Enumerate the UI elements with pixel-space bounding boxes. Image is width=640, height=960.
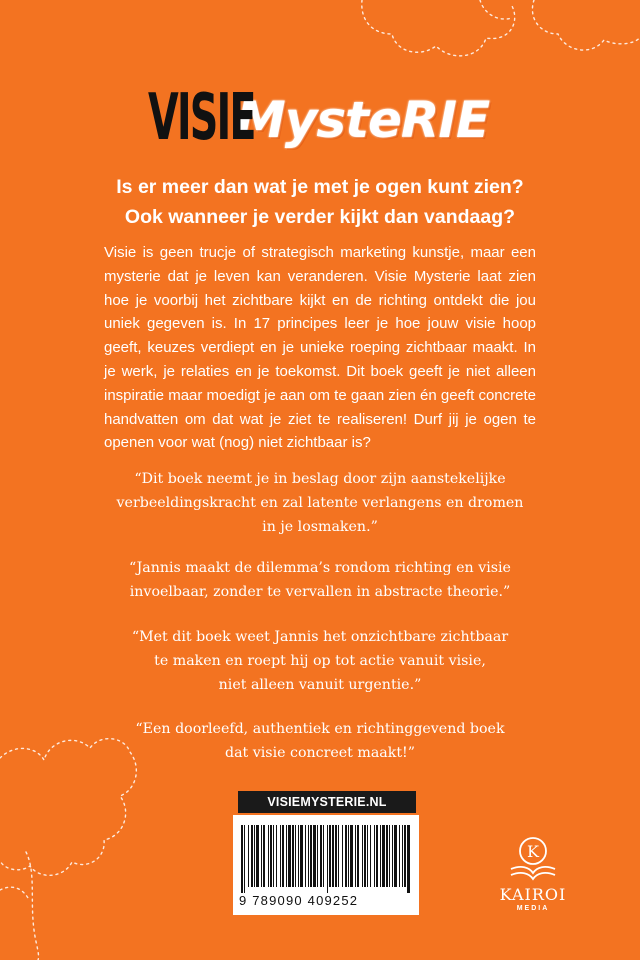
barcode-bar <box>350 825 353 887</box>
barcode-bar <box>268 825 269 887</box>
barcode-bar <box>298 825 299 887</box>
barcode-bar <box>332 825 334 887</box>
barcode-bar <box>348 825 349 887</box>
barcode-bar <box>310 825 312 887</box>
barcode-bar <box>362 825 363 887</box>
barcode-bar <box>261 825 262 887</box>
quote-line: dat visie concreet maakt!” <box>224 745 415 761</box>
headline <box>0 172 640 232</box>
quote-line: “Een doorleefd, authentiek en richtinggevend boek <box>135 721 505 737</box>
barcode-bar <box>244 825 245 893</box>
barcode-bar <box>313 825 316 887</box>
emblem-letter: K <box>527 842 539 861</box>
quote-2 <box>0 556 640 604</box>
blurb-text: Visie is geen trucje of strategisch marketing kunstje, maar een mysterie dat je leven kan veranderen. Visie Mysterie laat zien hoe je voorbij het zichtbare kijkt en de richting ontdekt die jou uniek gegeven is. In 17 principes leer je hoe jouw visie hoop geeft, keuzes verdiept en je unieke roeping zichtbaar maakt. In je werk, je relaties en je toekomst. Dit boek geeft je niet alleen inspiratie maar moedigt je aan om te gaan zien én geeft concrete handvatten om dat wat je ziet te realiseren! Durf jij je ogen te openen voor wat (nog) niet zichtbaar is? <box>104 244 536 452</box>
barcode-bar <box>288 825 291 887</box>
barcode-bar <box>263 825 265 887</box>
barcode-bar <box>338 825 339 887</box>
logo-word-visie: VISIE <box>148 81 255 155</box>
barcode-bar <box>386 825 388 887</box>
publisher-logo <box>498 833 568 912</box>
barcode-bar <box>367 825 368 887</box>
quote-line: “Met dit boek weet Jannis het onzichtbare zichtbaar <box>131 629 509 645</box>
quote-line: invoelbaar, zonder te vervallen in abstracte theorie.” <box>129 584 511 600</box>
barcode-bar <box>270 825 272 887</box>
quote-line: verbeeldingskracht en zal latente verlangens en dromen <box>116 495 524 511</box>
barcode-bar <box>292 825 294 887</box>
website-url: VISIEMYSTERIE.NL <box>238 791 416 813</box>
barcode-bar <box>248 825 249 887</box>
book-logo <box>148 78 490 155</box>
barcode-bar <box>399 825 400 887</box>
barcode-bar <box>376 825 378 887</box>
barcode-bar <box>300 825 303 887</box>
barcode-bar <box>392 825 393 887</box>
quote-line: “Dit boek neemt je in beslag door zijn aanstekelijke <box>134 471 506 487</box>
quote-1 <box>0 467 640 539</box>
barcode-bar <box>276 825 277 887</box>
book-emblem-icon <box>507 833 559 881</box>
barcode-bar <box>251 825 253 887</box>
barcode-bar <box>320 825 322 887</box>
quote-3 <box>0 625 640 697</box>
publisher-subtitle: MEDIA <box>516 905 550 912</box>
quote-line: te maken en roept hij op tot actie vanuit visie, <box>154 653 486 669</box>
barcode-bar <box>327 825 328 893</box>
barcode-bar <box>407 825 410 893</box>
barcode-bar <box>380 825 381 887</box>
barcode-bar <box>295 825 296 887</box>
barcode-bar <box>364 825 366 887</box>
barcode-bar <box>282 825 284 887</box>
barcode-bar <box>382 825 385 887</box>
barcode-bar <box>335 825 337 887</box>
barcode-bar <box>280 825 281 887</box>
quote-4 <box>0 717 640 765</box>
barcode <box>233 815 419 915</box>
barcode-bar <box>308 825 309 887</box>
barcode-bar <box>374 825 375 887</box>
barcode-bars <box>241 825 411 893</box>
barcode-bar <box>342 825 343 887</box>
barcode-bar <box>389 825 390 887</box>
barcode-bar <box>323 825 324 887</box>
isbn-number: 9 789090 409252 <box>239 893 359 908</box>
publisher-name: KAIROI <box>499 885 567 904</box>
barcode-bar <box>345 825 347 887</box>
barcode-bar <box>305 825 306 887</box>
logo-word-mysterie: MysteRIE <box>236 91 490 149</box>
barcode-bar <box>273 825 274 887</box>
barcode-bar <box>394 825 397 887</box>
barcode-bar <box>357 825 359 887</box>
barcode-bar <box>286 825 287 887</box>
quote-line: “Jannis maakt de dilemma’s rondom richting en visie <box>129 560 511 576</box>
barcode-bar <box>404 825 406 887</box>
headline-line-2: Ook wanneer je verder kijkt dan vandaag? <box>124 206 516 228</box>
barcode-bar <box>370 825 371 887</box>
headline-line-1: Is er meer dan wat je met je ogen kunt zien? <box>116 176 524 198</box>
barcode-bar <box>254 825 255 887</box>
quote-line: niet alleen vanuit urgentie.” <box>218 677 422 693</box>
quote-line: in je losmaken.” <box>262 519 378 535</box>
barcode-bar <box>241 825 243 893</box>
barcode-bar <box>256 825 259 887</box>
barcode-bar <box>329 825 331 887</box>
barcode-bar <box>317 825 318 887</box>
barcode-bar <box>355 825 356 887</box>
barcode-bar <box>402 825 403 887</box>
